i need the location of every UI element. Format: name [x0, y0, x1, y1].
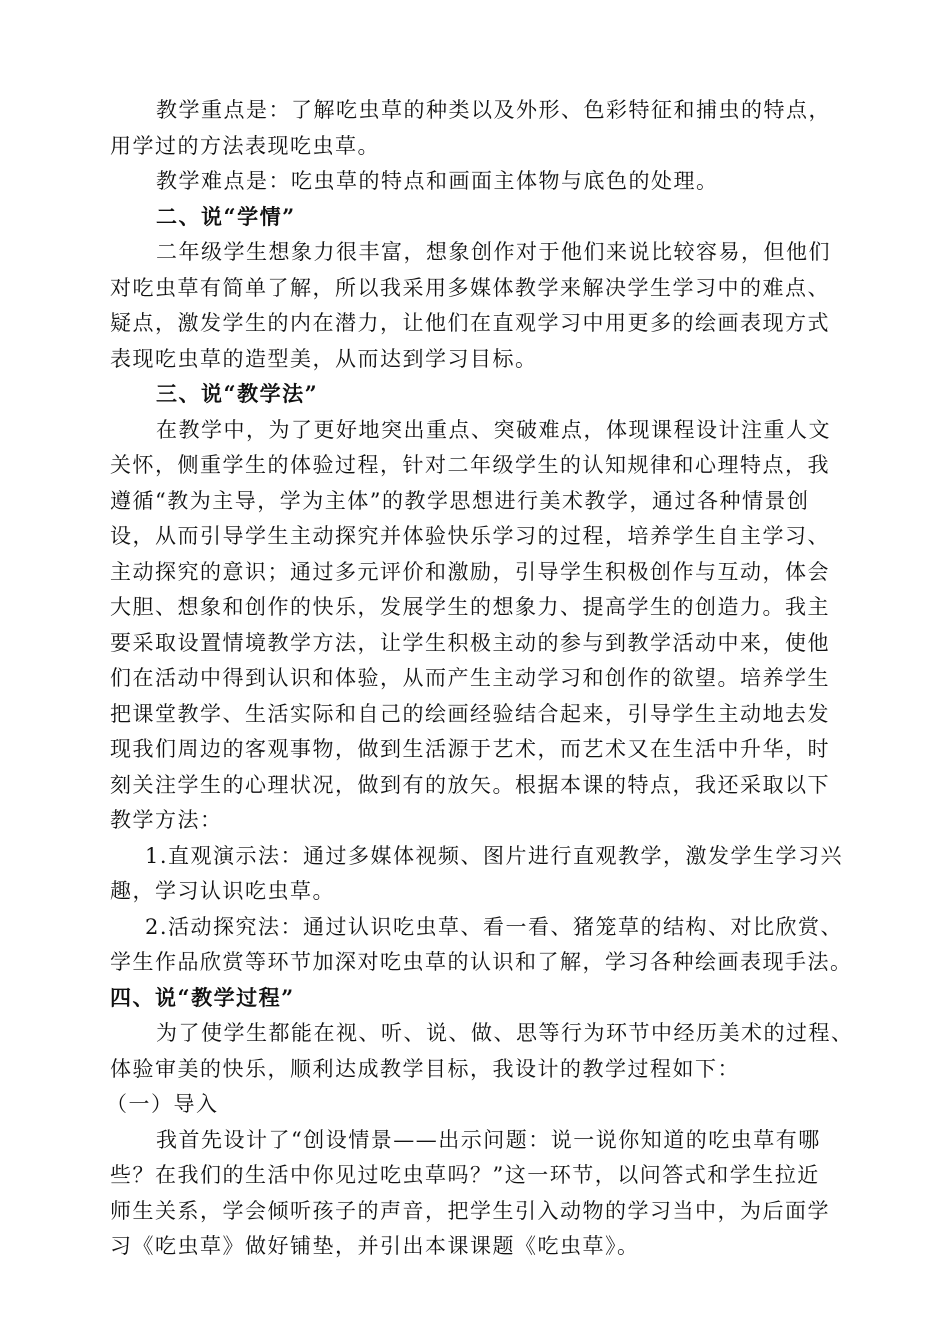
paragraph-line: 关怀，侧重学生的体验过程，针对二年级学生的认知规律和心理特点，我 [110, 453, 830, 477]
paragraph-line: 在教学中，为了更好地突出重点、突破难点，体现课程设计注重人文 [156, 418, 831, 442]
paragraph-line: 表现吃虫草的造型美，从而达到学习目标。 [110, 347, 538, 371]
paragraph-line: 教学方法： [110, 808, 223, 832]
list-item-line: 2.活动探究法：通过认识吃虫草、看一看、猪笼草的结构、对比欣赏、 [145, 915, 844, 939]
paragraph-line: 刻关注学生的心理状况，做到有的放矢。根据本课的特点，我还采取以下 [110, 773, 830, 797]
paragraph-line: 用学过的方法表现吃虫草。 [110, 134, 380, 158]
section-heading: 四、说“教学过程” [110, 985, 295, 1010]
paragraph-line: 大胆、想象和创作的快乐，发展学生的想象力、提高学生的创造力。我主 [110, 595, 830, 619]
paragraph-line: 些？在我们的生活中你见过吃虫草吗？”这一环节，以问答式和学生拉近 [110, 1163, 820, 1187]
list-item-line: 学生作品欣赏等环节加深对吃虫草的认识和了解，学习各种绘画表现手法。 [110, 950, 853, 974]
paragraph-line: 师生关系，学会倾听孩子的声音，把学生引入动物的学习当中，为后面学 [110, 1199, 830, 1223]
paragraph-line: 二年级学生想象力很丰富，想象创作对于他们来说比较容易，但他们 [156, 240, 831, 264]
section-heading: 三、说“教学法” [156, 381, 319, 406]
paragraph-line: 把课堂教学、生活实际和自己的绘画经验结合起来，引导学生主动地去发 [110, 702, 830, 726]
list-item-line: 趣，学习认识吃虫草。 [110, 879, 335, 903]
paragraph-line: 体验审美的快乐，顺利达成教学目标，我设计的教学过程如下： [110, 1057, 740, 1081]
paragraph-line: 要采取设置情境教学方法，让学生积极主动的参与到教学活动中来，使他 [110, 631, 830, 655]
list-item-line: 1.直观演示法：通过多媒体视频、图片进行直观教学，激发学生学习兴 [145, 844, 844, 868]
paragraph-line: 现我们周边的客观事物，做到生活源于艺术，而艺术又在生活中升华，时 [110, 737, 830, 761]
paragraph-line: 遵循“教为主导，学为主体”的教学思想进行美术教学，通过各种情景创 [110, 489, 810, 513]
paragraph-line: 教学重点是：了解吃虫草的种类以及外形、色彩特征和捕虫的特点， [156, 98, 831, 122]
paragraph-line: 对吃虫草有简单了解，所以我采用多媒体教学来解决学生学习中的难点、 [110, 276, 830, 300]
paragraph-line: 疑点，激发学生的内在潜力，让他们在直观学习中用更多的绘画表现方式 [110, 311, 830, 335]
paragraph-line: 主动探究的意识；通过多元评价和激励，引导学生积极创作与互动，体会 [110, 560, 830, 584]
paragraph-line: 们在活动中得到认识和体验，从而产生主动学习和创作的欲望。培养学生 [110, 666, 830, 690]
paragraph-line: 为了使学生都能在视、听、说、做、思等行为环节中经历美术的过程、 [156, 1021, 854, 1045]
paragraph-line: 设，从而引导学生主动探究并体验快乐学习的过程，培养学生自主学习、 [110, 524, 830, 548]
paragraph-line: 习《吃虫草》做好铺垫，并引出本课课题《吃虫草》。 [110, 1234, 640, 1258]
paragraph-line: 教学难点是：吃虫草的特点和画面主体物与底色的处理。 [156, 169, 719, 193]
section-heading: 二、说“学情” [156, 204, 296, 229]
subsection-heading: （一）导入 [106, 1092, 219, 1116]
paragraph-line: 我首先设计了“创设情景——出示问题：说一说你知道的吃虫草有哪 [156, 1128, 821, 1152]
